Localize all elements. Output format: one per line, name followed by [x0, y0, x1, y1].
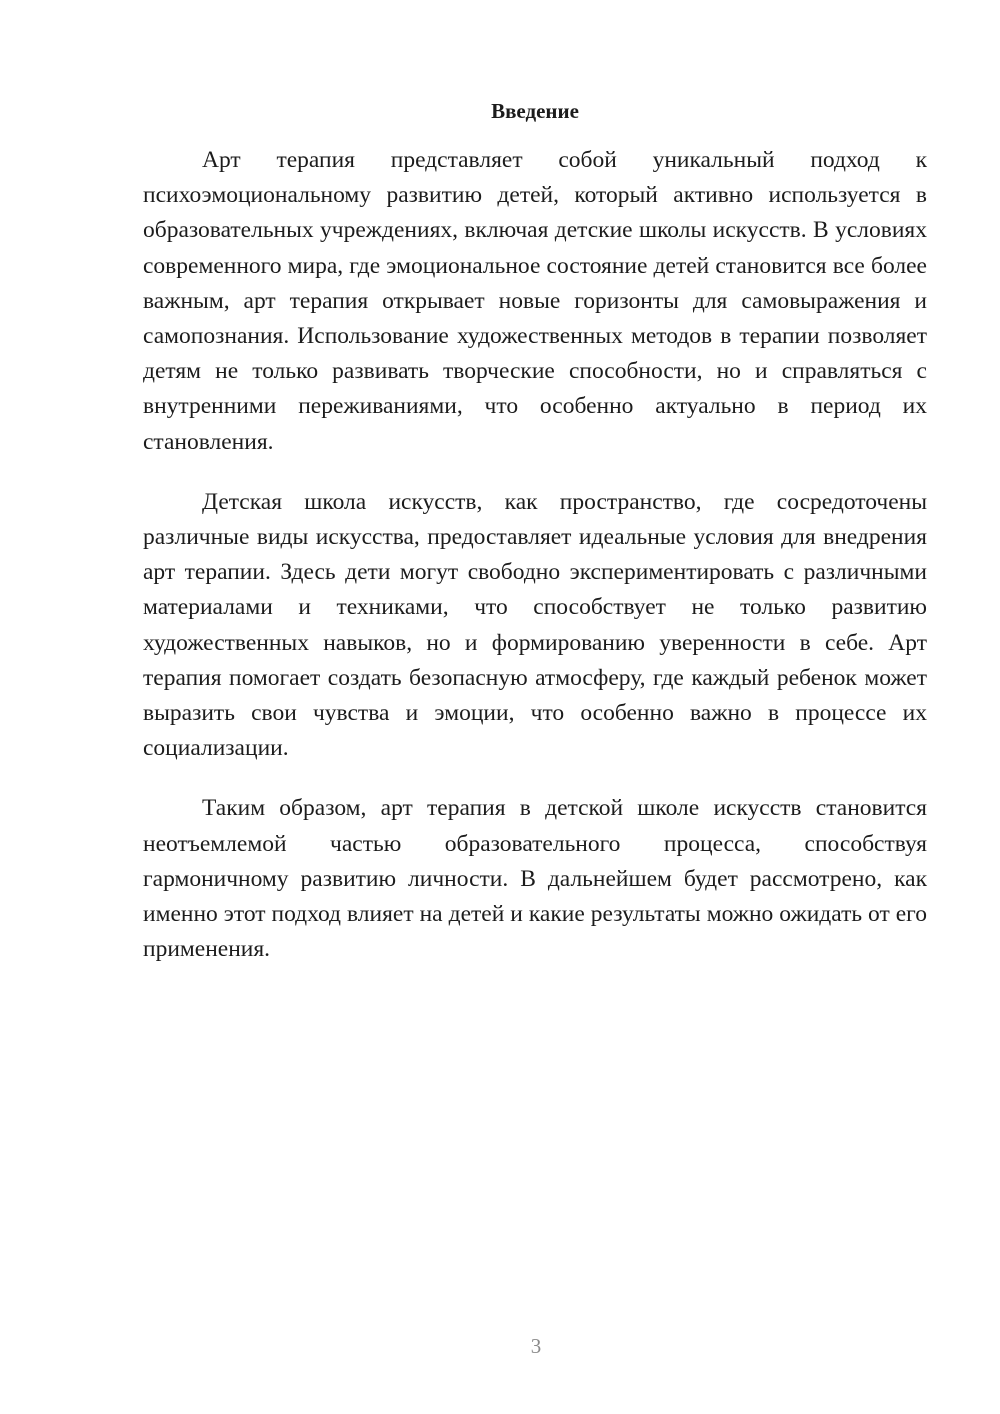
section-heading: Введение — [491, 99, 579, 123]
body-text — [143, 143, 927, 967]
paragraph-3: Таким образом, арт терапия в детской школе искусств становится неотъемлемой частью образовательного процесса, способствуя гармоничному развитию личности. В дальнейшем будет рассмотрено, как именно этот подход влияет на детей и какие результаты можно ожидать от его применения. — [143, 795, 927, 963]
page-number: 3 — [530, 1334, 542, 1358]
paragraph-1: Арт терапия представляет собой уникальный подход к психоэмоциональному развитию детей, который активно используется в образовательных учреждениях, включая детские школы искусств. В условиях современного мира, где эмоциональное состояние детей становится все более важным, арт терапия открывает новые горизонты для самовыражения и самопознания. Использование художественных методов в терапии позволяет детям не только развивать творческие способности, но и справляться с внутренними переживаниями, что особенно актуально в период их становления. — [143, 147, 927, 455]
paragraph-2: Детская школа искусств, как пространство, где сосредоточены различные виды искусства, предоставляет идеальные условия для внедрения арт терапии. Здесь дети могут свободно экспериментировать с различными материалами и техниками, что способствует не только развитию художественных навыков, но и формированию уверенности в себе. Арт терапия помогает создать безопасную атмосферу, где каждый ребенок может выразить свои чувства и эмоции, что особенно важно в процессе их социализации. — [143, 488, 927, 762]
